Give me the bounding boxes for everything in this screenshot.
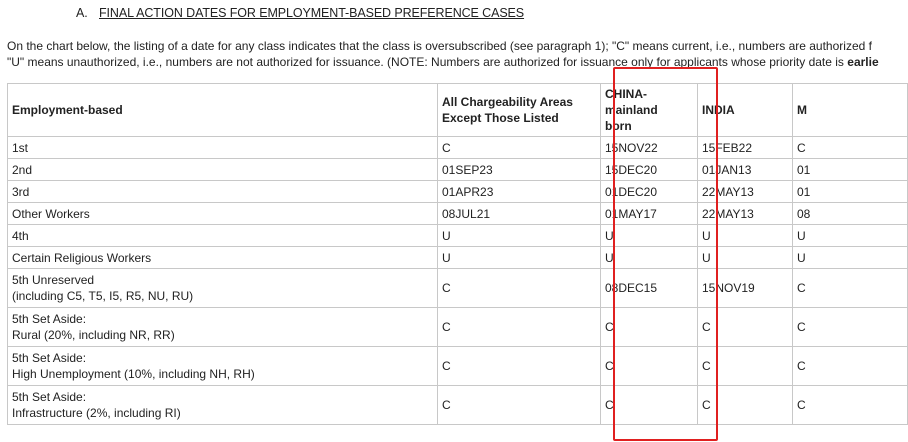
row-category: Certain Religious Workers: [8, 247, 438, 269]
cell-mexico: U: [793, 225, 908, 247]
cell-mexico: 01: [793, 159, 908, 181]
header-china: CHINA-mainland born: [601, 84, 698, 137]
row-category-line-1: 5th Set Aside:: [12, 390, 87, 404]
row-category: [8, 386, 438, 425]
cell-all: C: [438, 347, 601, 386]
table-row: [8, 347, 908, 386]
cell-china: C: [601, 308, 698, 347]
row-category-line-2: Rural (20%, including NR, RR): [12, 328, 175, 342]
row-category: 4th: [8, 225, 438, 247]
cell-china: U: [601, 225, 698, 247]
table-row: [8, 308, 908, 347]
cell-china: 08DEC15: [601, 269, 698, 308]
cell-china: C: [601, 347, 698, 386]
cell-mexico: C: [793, 386, 908, 425]
cell-india: 22MAY13: [698, 181, 793, 203]
cell-india: C: [698, 347, 793, 386]
cell-mexico: C: [793, 308, 908, 347]
cell-india: 22MAY13: [698, 203, 793, 225]
cell-all: C: [438, 386, 601, 425]
header-india: INDIA: [698, 84, 793, 137]
table-row: [8, 269, 908, 308]
cell-all: C: [438, 269, 601, 308]
row-category: [8, 269, 438, 308]
row-category-line-1: 5th Set Aside:: [12, 351, 87, 365]
row-category: 3rd: [8, 181, 438, 203]
cell-mexico: C: [793, 347, 908, 386]
section-title: FINAL ACTION DATES FOR EMPLOYMENT-BASED PREFERENCE CASES: [99, 6, 525, 20]
cell-india: U: [698, 225, 793, 247]
cell-mexico: 01: [793, 181, 908, 203]
row-category-line-2: Infrastructure (2%, including RI): [12, 406, 181, 420]
cell-all: C: [438, 137, 601, 159]
cell-mexico: C: [793, 269, 908, 308]
table-header-row: [8, 84, 908, 137]
cell-india: C: [698, 386, 793, 425]
intro-line-1: On the chart below, the listing of a date for any class indicates that the class is oversubscribed (see paragraph 1); "C" means current, i.e., numbers are authorized f: [7, 39, 872, 53]
intro-line-2-text: "U" means unauthorized, i.e., numbers are not authorized for issuance. (NOTE: Numbers are authorized for issuance only for applicants whose priority date is: [7, 55, 848, 69]
row-category: Other Workers: [8, 203, 438, 225]
intro-line-2-bold: earlie: [847, 55, 879, 69]
table-row: [8, 386, 908, 425]
row-category: 2nd: [8, 159, 438, 181]
table-row: [8, 137, 908, 159]
cell-all: 01SEP23: [438, 159, 601, 181]
table-row: [8, 203, 908, 225]
row-category: 1st: [8, 137, 438, 159]
cell-china: 15NOV22: [601, 137, 698, 159]
cell-mexico: C: [793, 137, 908, 159]
cell-china: 15DEC20: [601, 159, 698, 181]
final-action-dates-table: [7, 83, 908, 425]
cell-india: 01JAN13: [698, 159, 793, 181]
row-category-line-2: (including C5, T5, I5, R5, NU, RU): [12, 289, 194, 303]
section-heading: [76, 6, 524, 20]
intro-line-2: [7, 54, 907, 70]
section-letter: A.: [76, 6, 88, 20]
row-category: [8, 347, 438, 386]
row-category-line-2: High Unemployment (10%, including NH, RH): [12, 367, 255, 381]
cell-all: 08JUL21: [438, 203, 601, 225]
cell-china: U: [601, 247, 698, 269]
cell-india: C: [698, 308, 793, 347]
cell-india: U: [698, 247, 793, 269]
row-category-line-1: 5th Unreserved: [12, 273, 95, 287]
cell-mexico: 08: [793, 203, 908, 225]
row-category: [8, 308, 438, 347]
cell-china: 01DEC20: [601, 181, 698, 203]
cell-all: 01APR23: [438, 181, 601, 203]
header-category: Employment-based: [8, 84, 438, 137]
cell-china: C: [601, 386, 698, 425]
cell-all: U: [438, 225, 601, 247]
cell-india: 15NOV19: [698, 269, 793, 308]
cell-mexico: U: [793, 247, 908, 269]
cell-all: U: [438, 247, 601, 269]
table-row: [8, 225, 908, 247]
header-all-chargeability: All Chargeability Areas Except Those Listed: [438, 84, 601, 137]
table-row: [8, 181, 908, 203]
table-row: [8, 247, 908, 269]
cell-china: 01MAY17: [601, 203, 698, 225]
table-row: [8, 159, 908, 181]
header-mexico: M: [793, 84, 908, 137]
row-category-line-1: 5th Set Aside:: [12, 312, 87, 326]
intro-paragraph: [7, 38, 907, 70]
cell-india: 15FEB22: [698, 137, 793, 159]
cell-all: C: [438, 308, 601, 347]
